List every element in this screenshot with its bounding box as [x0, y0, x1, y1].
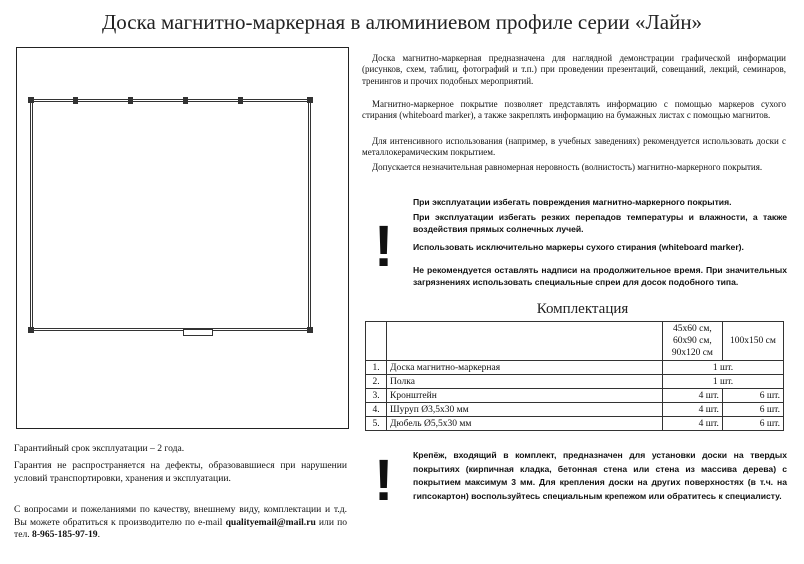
table-cell-num: 4.: [366, 403, 387, 417]
warning-text: Использовать исключительно маркеры сухого стирания (whiteboard marker).: [413, 242, 744, 252]
warranty-contact: С вопросами и пожеланиями по качеству, внешнему виду, комплектации и т.д. Вы можете обратиться к производителю по e-mail qualityemail@mail.ru или по тел. 8-965-185-97-19.: [14, 504, 348, 541]
contact-phone: 8-965-185-97-19: [32, 529, 98, 541]
warning-text: При эксплуатации избегать резких перепадов температуры и влажности, а также воздействия прямых солнечных лучей.: [413, 212, 787, 234]
intro-paragraph: Доска магнитно-маркерная предназначена для наглядной демонстрации графической информации (рисунков, схем, таблиц, фотографий и т.п.) при проведении презентаций, совещаний, лекций, семинаров, тренингов и прочих подобных мероприятий.: [362, 53, 786, 86]
exclamation-icon: !: [374, 214, 394, 279]
intro-paragraph: Для интенсивного использования (например, в учебных заведениях) рекомендуется использовать доски с металлокерамическим покрытием.: [362, 136, 786, 158]
table-cell-num: 2.: [366, 375, 387, 389]
board-corner: [307, 327, 313, 333]
table-cell-qty-large: 6 шт.: [722, 417, 783, 431]
intro-paragraph: Магнитно-маркерное покрытие позволяет представлять информацию с помощью маркеров сухого стирания (whiteboard marker), а также закреплять информацию на бумажных листах с помощью магнитов.: [362, 99, 786, 121]
table-header-small: 45х60 см, 60х90 см, 90х120 см: [662, 322, 722, 361]
table-cell-name: Кронштейн: [387, 389, 663, 403]
mount-warning-text: Крепёж, входящий в комплект, предназначен для установки доски на твердых покрытиях (кирпичная кладка, бетонная стена или стена из массива дерева) с покрытием максимум 3 мм. Для крепления доски на других поверхностях (в т.ч. на гипсокартон) воспользуйтесь специальным крепежом или обратитесь к специалисту.: [413, 450, 787, 501]
table-cell-num: 3.: [366, 389, 387, 403]
board-clip: [128, 97, 133, 104]
table-cell: [366, 322, 387, 361]
contact-text: С вопросами и пожеланиями по качеству, внешнему виду, комплектации и т.д. Вы можете обратиться к производителю по e-mail: [14, 504, 347, 528]
table-cell-qty-large: 6 шт.: [722, 403, 783, 417]
table-cell-name: Доска магнитно-маркерная: [387, 361, 663, 375]
marker-tray: [183, 329, 213, 336]
table-row: [366, 417, 784, 431]
table-row: [366, 403, 784, 417]
table-cell-name: Дюбель Ø5,5х30 мм: [387, 417, 663, 431]
warranty-exclusions: Гарантия не распространяется на дефекты, образовавшиеся при нарушении условий транспортировки, хранения и эксплуатации.: [14, 460, 347, 484]
contact-email[interactable]: qualityemail@mail.ru: [225, 516, 316, 528]
kit-title: Комплектация: [536, 301, 629, 317]
table-header-large: 100х150 см: [722, 322, 783, 361]
kit-table: [365, 321, 784, 431]
board-corner: [28, 97, 34, 103]
board-clip: [183, 97, 188, 104]
board-clip: [73, 97, 78, 104]
table-cell-num: 1.: [366, 361, 387, 375]
board-clip: [238, 97, 243, 104]
table-cell-name: Полка: [387, 375, 663, 389]
warranty-period: Гарантийный срок эксплуатации – 2 года.: [14, 443, 185, 454]
warning-text: При эксплуатации избегать повреждения магнитно-маркерного покрытия.: [413, 197, 732, 207]
table-row: [366, 375, 784, 389]
contact-text: или по тел.: [14, 516, 348, 541]
table-cell-qty: 1 шт.: [662, 361, 783, 375]
table-cell-qty: 1 шт.: [662, 375, 783, 389]
table-cell-qty-small: 4 шт.: [662, 403, 722, 417]
page-title: Доска магнитно-маркерная в алюминиевом профиле серии «Лайн»: [101, 10, 703, 34]
intro-paragraph: Допускается незначительная равномерная неровность (волнистость) магнитно-маркерного покрытия.: [372, 162, 763, 172]
table-header-row: [366, 322, 784, 361]
table-cell-num: 5.: [366, 417, 387, 431]
table-cell-qty-small: 4 шт.: [662, 389, 722, 403]
table-cell-name: Шуруп Ø3,5х30 мм: [387, 403, 663, 417]
exclamation-icon: !: [374, 448, 394, 513]
warning-text: Не рекомендуется оставлять надписи на продолжительное время. При значительных загрязнениях использовать специальные спреи для досок подобного типа.: [413, 265, 787, 287]
table-cell-qty-small: 4 шт.: [662, 417, 722, 431]
table-cell: [387, 322, 663, 361]
table-row: [366, 361, 784, 375]
table-row: [366, 389, 784, 403]
board-corner: [28, 327, 34, 333]
whiteboard-illustration: [30, 99, 311, 331]
table-cell-qty-large: 6 шт.: [722, 389, 783, 403]
board-corner: [307, 97, 313, 103]
